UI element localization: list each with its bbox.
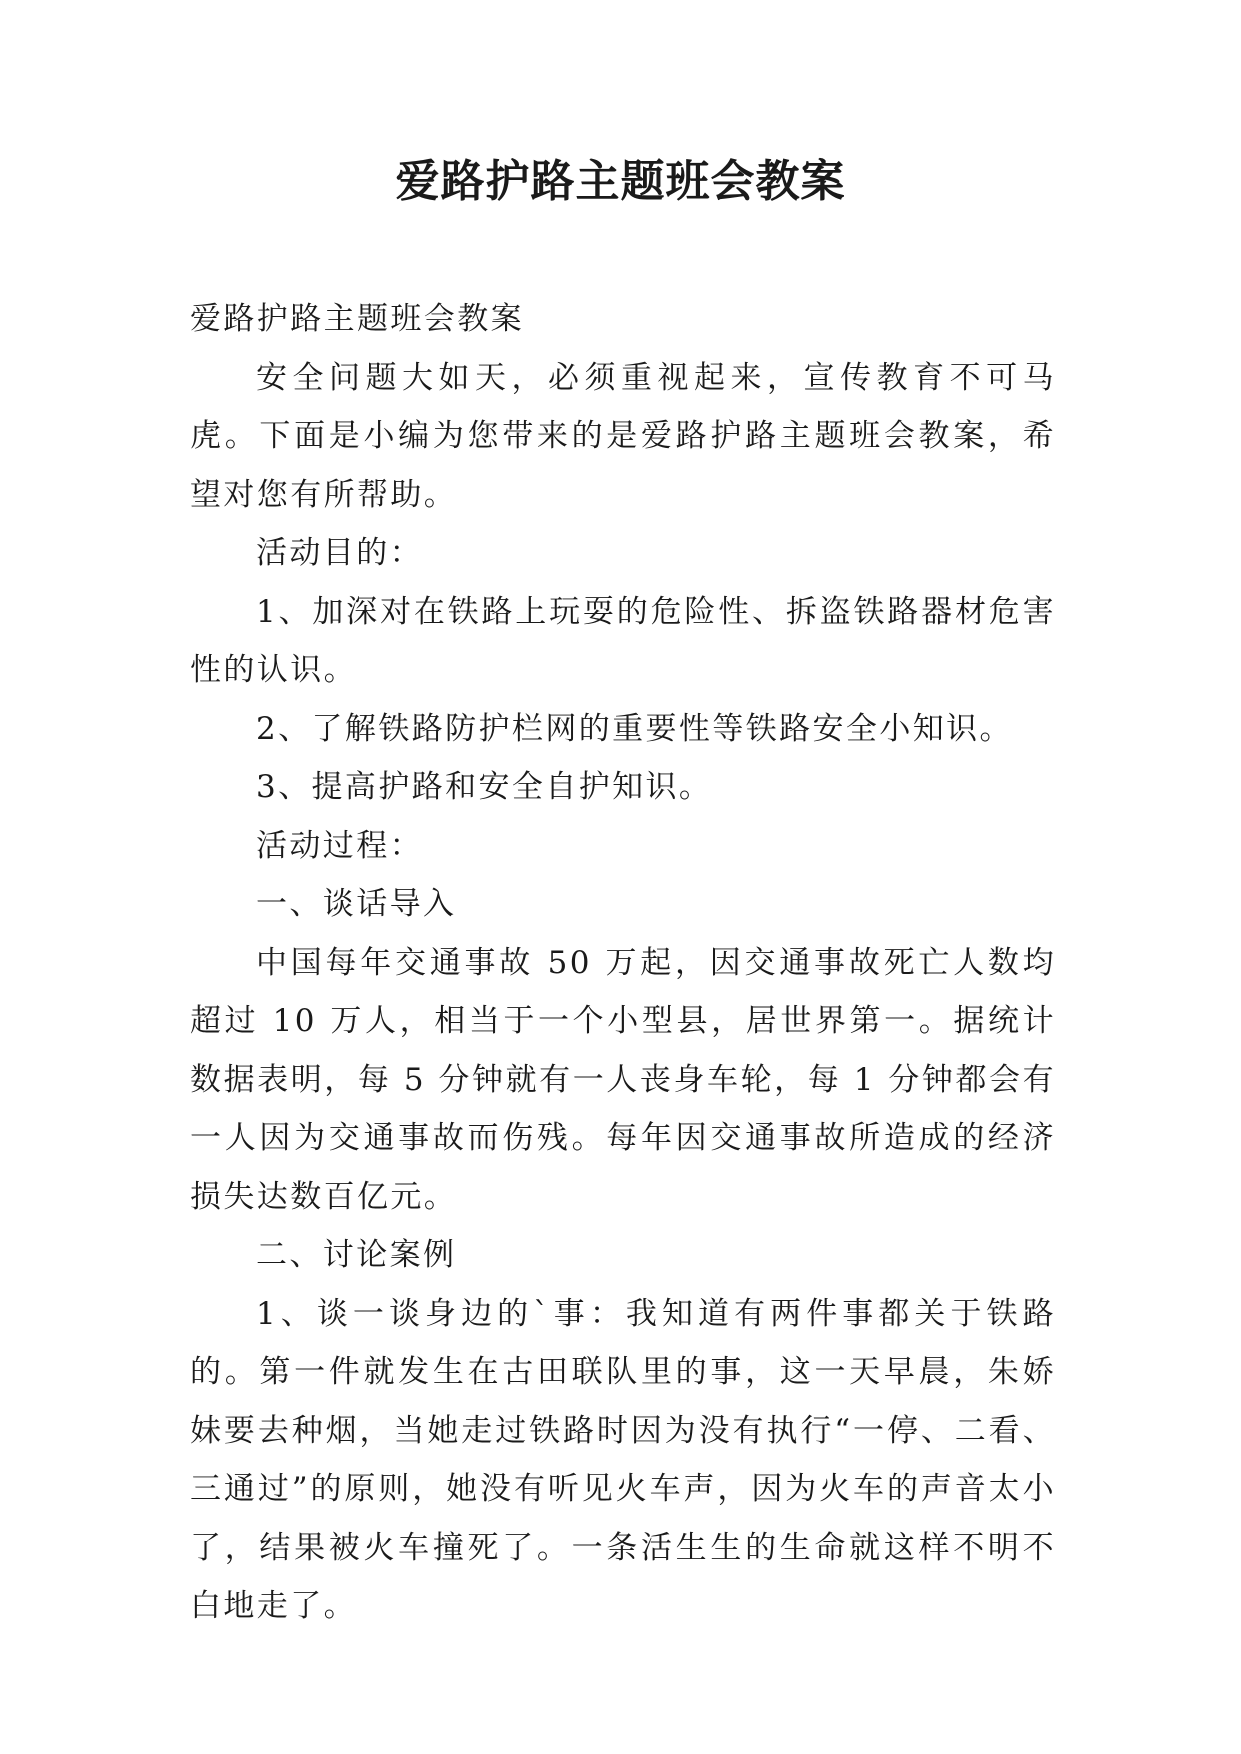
section-heading: 一、谈话导入 [256, 886, 457, 922]
list-item: 3、提高护路和安全自护知识。 [256, 769, 713, 805]
list-item: 2、了解铁路防护栏网的重要性等铁路安全小知识。 [256, 710, 1013, 747]
list-item: 1、加深对在铁路上玩耍的危险性、拆盗铁路器材危害性的认识。 [190, 593, 1056, 688]
body-paragraph: 安全问题大如天，必须重视起来，宣传教育不可马虎。下面是小编为您带来的是爱路护路主题班会教案，希望对您有所帮助。 [190, 359, 1056, 513]
body-paragraph: 爱路护路主题班会教案 [190, 301, 524, 337]
section-heading: 二、讨论案例 [256, 1237, 457, 1273]
body-paragraph: 1、谈一谈身边的`事：我知道有两件事都关于铁路的。第一件就发生在古田联队里的事，这一天早晨，朱娇妹要去种烟，当她走过铁路时因为没有执行“一停、二看、三通过”的原则，她没有听见火车声，因为火车的声音太小了，结果被火车撞死了。一条活生生的生命就这样不明不白地走了。 [190, 1295, 1056, 1624]
section-heading: 活动目的： [256, 535, 423, 571]
body-paragraph: 中国每年交通事故 50 万起，因交通事故死亡人数均超过 10 万人，相当于一个小型县，居世界第一。据统计数据表明，每 5 分钟就有一人丧身车轮，每 1 分钟都会有一人因为交通事故而伤残。每年因交通事故所造成的经济损失达数百亿元。 [190, 944, 1056, 1215]
section-heading: 活动过程： [256, 827, 423, 864]
document-title: 爱路护路主题班会教案 [395, 156, 846, 207]
document-body [190, 290, 1056, 1636]
